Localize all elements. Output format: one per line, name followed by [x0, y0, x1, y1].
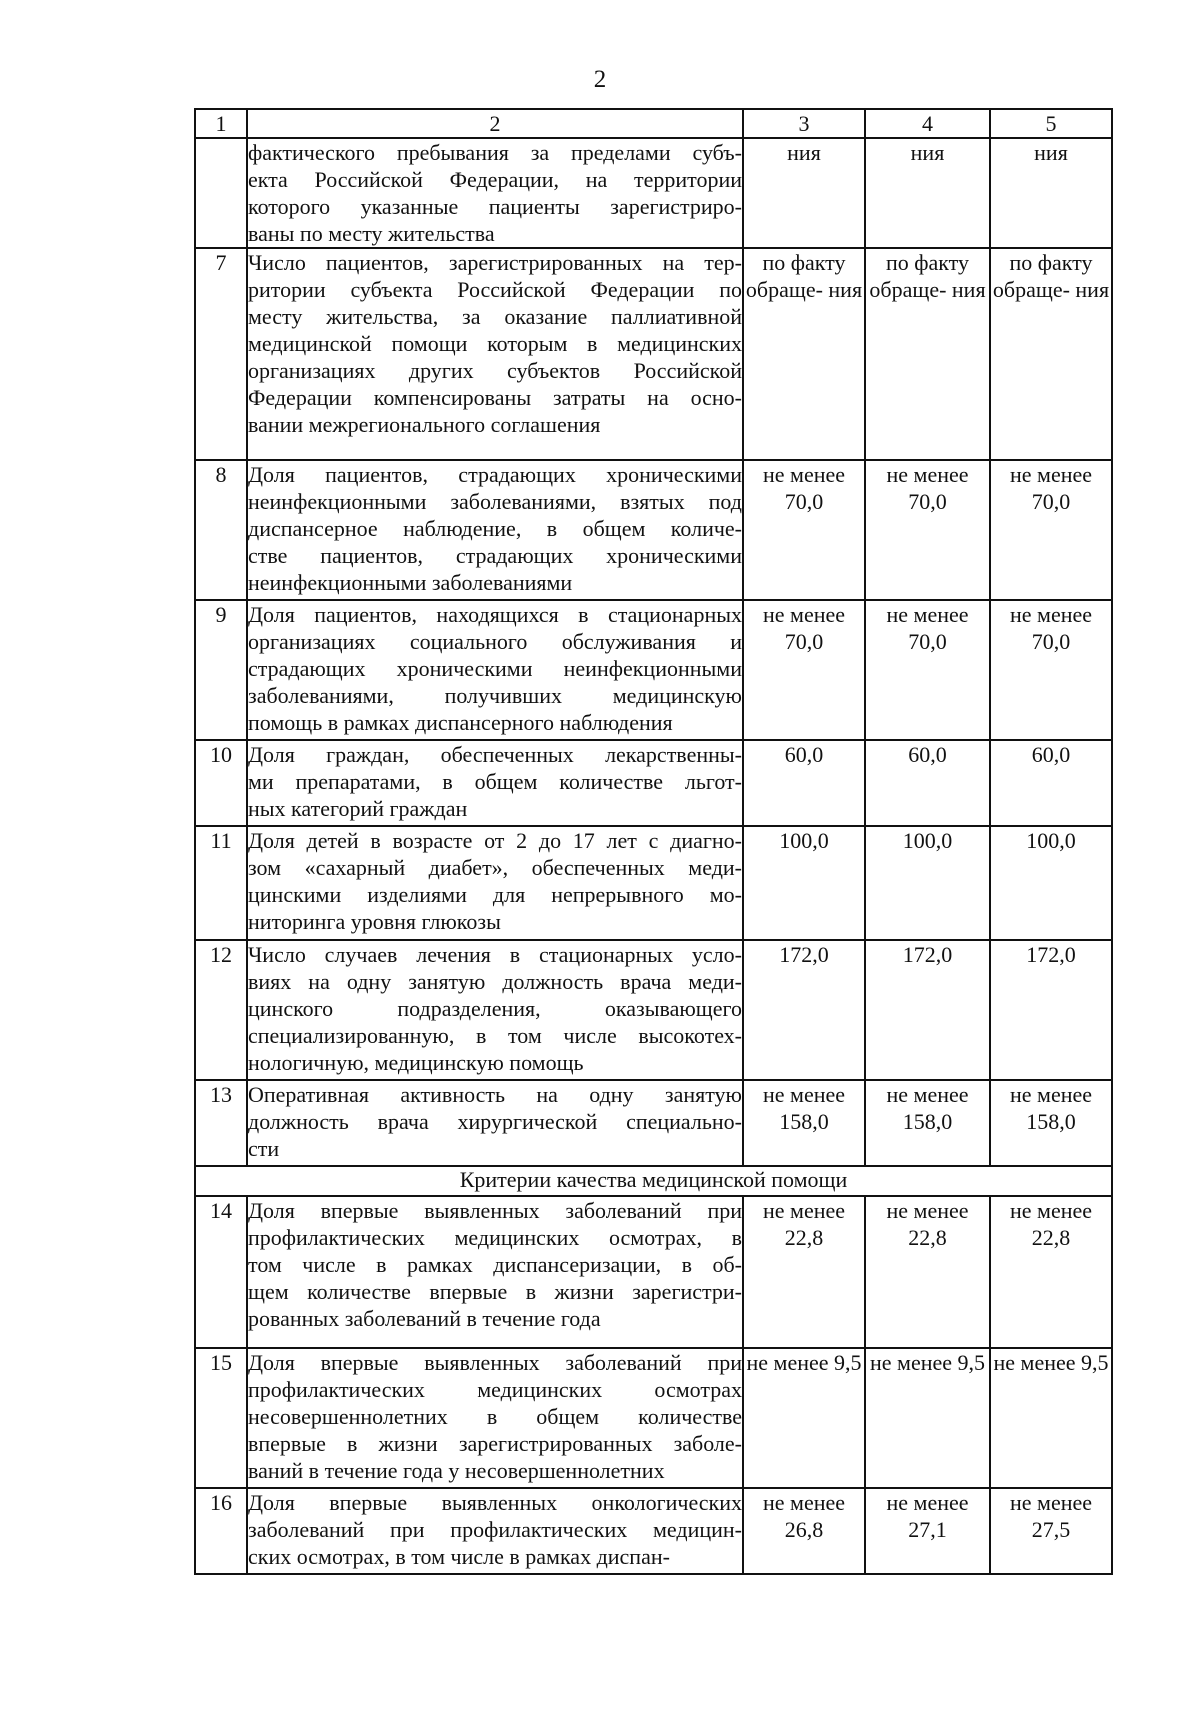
value-col-3: не менее 26,8 — [743, 1488, 865, 1574]
description-line: цинского подразделения, оказывающего — [248, 996, 742, 1021]
description-line: помощь в рамках диспансерного наблюдения — [248, 710, 673, 735]
value-col-5: 172,0 — [990, 940, 1112, 1080]
description-line: заболеваниями, получивших медицинскую — [248, 683, 742, 708]
description-line: организациях других субъектов Российской — [248, 358, 742, 383]
row-number: 14 — [195, 1196, 247, 1348]
description-line: Доля впервые выявленных заболеваний при — [248, 1198, 742, 1223]
description-line: организациях социального обслуживания и — [248, 629, 742, 654]
description-line: профилактических медицинских осмотрах, в — [248, 1225, 742, 1250]
description-line: Оперативная активность на одну занятую — [248, 1082, 742, 1107]
value-col-5: 100,0 — [990, 826, 1112, 940]
row-number: 11 — [195, 826, 247, 940]
description-line: неинфекционными заболеваниями — [248, 570, 573, 595]
header-cell-col-2: 2 — [247, 109, 743, 138]
description-line: цинскими изделиями для непрерывного мо- — [248, 882, 742, 907]
table-row — [195, 740, 1112, 826]
description-line: диспансерное наблюдение, в общем количе- — [248, 516, 742, 541]
value-col-4: по факту обраще- ния — [865, 248, 990, 460]
value-col-3: ния — [743, 138, 865, 248]
row-number — [195, 138, 247, 248]
row-number: 12 — [195, 940, 247, 1080]
description-line: нологичную, медицинскую помощь — [248, 1050, 584, 1075]
indicator-description — [247, 248, 743, 460]
description-line: Число пациентов, зарегистрированных на тер- — [248, 250, 742, 275]
section-row — [195, 1166, 1112, 1196]
row-number: 13 — [195, 1080, 247, 1166]
indicator-description — [247, 940, 743, 1080]
header-cell-col-5: 5 — [990, 109, 1112, 138]
value-col-5: не менее 27,5 — [990, 1488, 1112, 1574]
description-line: ных категорий граждан — [248, 796, 468, 821]
description-line: ваны по месту жительства — [248, 221, 495, 246]
description-line: ми препаратами, в общем количестве льгот- — [248, 769, 742, 794]
criteria-table — [194, 108, 1113, 1575]
row-number: 16 — [195, 1488, 247, 1574]
description-line: впервые в жизни зарегистрированных заболе- — [248, 1431, 742, 1456]
description-line: рованных заболеваний в течение года — [248, 1306, 601, 1331]
value-col-5: по факту обраще- ния — [990, 248, 1112, 460]
description-line: профилактических медицинских осмотрах — [248, 1377, 742, 1402]
description-line: медицинской помощи которым в медицинских — [248, 331, 742, 356]
description-line: ских осмотрах, в том числе в рамках диспан- — [248, 1544, 670, 1569]
description-line: том числе в рамках диспансеризации, в об- — [248, 1252, 742, 1277]
value-col-3: не менее 22,8 — [743, 1196, 865, 1348]
description-line: Доля граждан, обеспеченных лекарственны- — [248, 742, 742, 767]
value-col-3: 100,0 — [743, 826, 865, 940]
value-col-4: не менее 70,0 — [865, 600, 990, 740]
table-header-row — [195, 109, 1112, 138]
description-line: специализированную, в том числе высокотех- — [248, 1023, 742, 1048]
description-line: неинфекционными заболеваниями, взятых под — [248, 489, 742, 514]
header-cell-col-4: 4 — [865, 109, 990, 138]
description-line: стве пациентов, страдающих хроническими — [248, 543, 742, 568]
row-number: 7 — [195, 248, 247, 460]
value-col-5: 60,0 — [990, 740, 1112, 826]
indicator-description — [247, 600, 743, 740]
indicator-description — [247, 1488, 743, 1574]
description-line: должность врача хирургической специально- — [248, 1109, 742, 1134]
description-line: сти — [248, 1136, 280, 1161]
value-col-5: не менее 9,5 — [990, 1348, 1112, 1488]
table-row — [195, 460, 1112, 600]
value-col-4: не менее 158,0 — [865, 1080, 990, 1166]
description-line: екта Российской Федерации, на территории — [248, 167, 742, 192]
value-col-4: ния — [865, 138, 990, 248]
table-row — [195, 1488, 1112, 1574]
description-line: ниторинга уровня глюкозы — [248, 909, 501, 934]
value-col-5: ния — [990, 138, 1112, 248]
table-row — [195, 940, 1112, 1080]
description-line: заболеваний при профилактических медицин- — [248, 1517, 742, 1542]
description-line: вании межрегионального соглашения — [248, 412, 601, 437]
value-col-4: не менее 27,1 — [865, 1488, 990, 1574]
description-line: Доля пациентов, находящихся в стационарных — [248, 602, 742, 627]
header-cell-col-1: 1 — [195, 109, 247, 138]
description-line: Доля пациентов, страдающих хроническими — [248, 462, 742, 487]
row-number: 9 — [195, 600, 247, 740]
row-number: 10 — [195, 740, 247, 826]
value-col-4: не менее 22,8 — [865, 1196, 990, 1348]
table-row — [195, 138, 1112, 248]
value-col-5: не менее 22,8 — [990, 1196, 1112, 1348]
value-col-4: 100,0 — [865, 826, 990, 940]
table-row — [195, 1080, 1112, 1166]
indicator-description — [247, 740, 743, 826]
description-line: страдающих хроническими неинфекционными — [248, 656, 742, 681]
page-number: 2 — [593, 66, 607, 93]
indicator-description — [247, 1196, 743, 1348]
description-line: несовершеннолетних в общем количестве — [248, 1404, 742, 1429]
value-col-3: не менее 9,5 — [743, 1348, 865, 1488]
section-title: Критерии качества медицинской помощи — [195, 1166, 1112, 1196]
description-line: месту жительства, за оказание паллиативной — [248, 304, 742, 329]
value-col-3: не менее 70,0 — [743, 600, 865, 740]
table-row — [195, 1196, 1112, 1348]
indicator-description — [247, 460, 743, 600]
indicator-description — [247, 138, 743, 248]
value-col-3: по факту обраще- ния — [743, 248, 865, 460]
value-col-5: не менее 158,0 — [990, 1080, 1112, 1166]
indicator-description — [247, 1348, 743, 1488]
value-col-5: не менее 70,0 — [990, 460, 1112, 600]
description-line: которого указанные пациенты зарегистриро- — [248, 194, 742, 219]
value-col-3: не менее 70,0 — [743, 460, 865, 600]
description-line: ваний в течение года у несовершеннолетних — [248, 1458, 665, 1483]
value-col-4: не менее 9,5 — [865, 1348, 990, 1488]
description-line: ритории субъекта Российской Федерации по — [248, 277, 742, 302]
table-row — [195, 1348, 1112, 1488]
table-row — [195, 826, 1112, 940]
value-col-4: не менее 70,0 — [865, 460, 990, 600]
indicator-description — [247, 826, 743, 940]
value-col-3: не менее 158,0 — [743, 1080, 865, 1166]
row-number: 15 — [195, 1348, 247, 1488]
description-line: Доля детей в возрасте от 2 до 17 лет с диагно- — [248, 828, 742, 853]
value-col-4: 60,0 — [865, 740, 990, 826]
description-line: зом «сахарный диабет», обеспеченных меди- — [248, 855, 742, 880]
value-col-3: 172,0 — [743, 940, 865, 1080]
description-line: щем количестве впервые в жизни зарегистри- — [248, 1279, 742, 1304]
header-cell-col-3: 3 — [743, 109, 865, 138]
table-row — [195, 248, 1112, 460]
value-col-3: 60,0 — [743, 740, 865, 826]
description-line: Доля впервые выявленных заболеваний при — [248, 1350, 742, 1375]
description-line: Доля впервые выявленных онкологических — [248, 1490, 742, 1515]
row-number: 8 — [195, 460, 247, 600]
description-line: Федерации компенсированы затраты на осно- — [248, 385, 742, 410]
value-col-4: 172,0 — [865, 940, 990, 1080]
description-line: фактического пребывания за пределами субъ- — [248, 140, 742, 165]
description-line: виях на одну занятую должность врача меди- — [248, 969, 742, 994]
description-line: Число случаев лечения в стационарных усло- — [248, 942, 742, 967]
table-row — [195, 600, 1112, 740]
indicator-description — [247, 1080, 743, 1166]
value-col-5: не менее 70,0 — [990, 600, 1112, 740]
